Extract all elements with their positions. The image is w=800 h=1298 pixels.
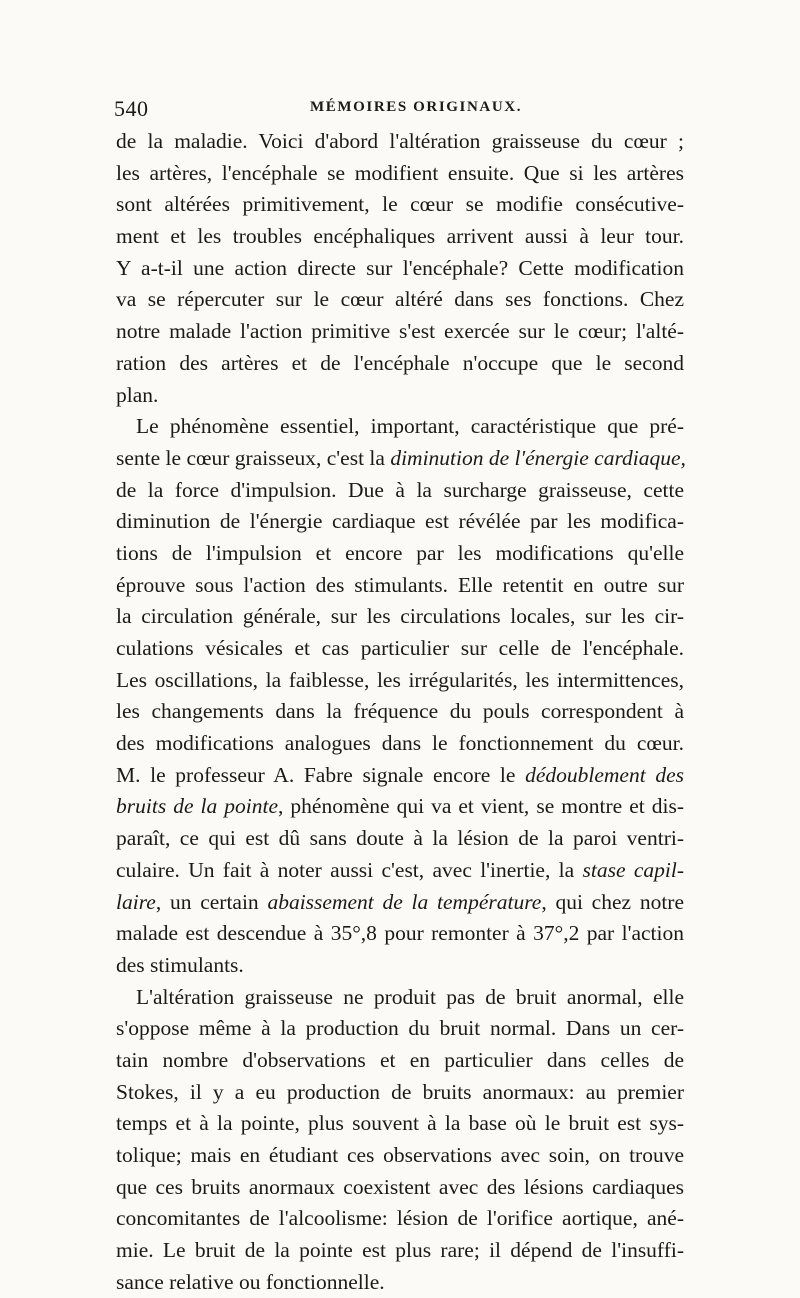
- italic-run: abaissement de la température: [267, 889, 542, 914]
- text-line: [116, 760, 684, 792]
- text-line: va se répercuter sur le cœur altéré dans ses fonctions. Chez: [116, 287, 684, 312]
- italic-run: dédoublement des: [525, 762, 684, 787]
- text-line: Y a-t-il une action directe sur l'encéphale? Cette modification: [116, 255, 684, 280]
- text-line: diminution de l'énergie cardiaque est révélée par les modifica-: [116, 509, 684, 534]
- text-line: s'oppose même à la production du bruit normal. Dans un cer-: [116, 1016, 684, 1041]
- running-title: MÉMOIRES ORIGINAUX.: [310, 99, 523, 115]
- text-line: ment et les troubles encéphaliques arrivent aussi à leur tour.: [116, 224, 684, 249]
- text-line: de la maladie. Voici d'abord l'altération graisseuse du cœur ;: [116, 129, 684, 153]
- text-line: plan.: [116, 382, 159, 407]
- text-line: notre malade l'action primitive s'est exercée sur le cœur; l'alté-: [116, 319, 684, 344]
- text-line: les artères, l'encéphale se modifient ensuite. Que si les artères: [116, 160, 684, 185]
- page-number: 540: [114, 96, 149, 121]
- text-line: les changements dans la fréquence du pouls correspondent à: [116, 699, 684, 724]
- text-line: tions de l'impulsion et encore par les modifications qu'elle: [116, 540, 684, 565]
- text-line: sont altérées primitivement, le cœur se modifie consécutive-: [116, 192, 684, 217]
- text-run: , qui chez notre: [541, 889, 684, 914]
- text-run: , un certain: [155, 889, 268, 914]
- text-line: temps et à la pointe, plus souvent à la base où le bruit est sys-: [116, 1111, 684, 1136]
- text-run: , phénomène qui va et vient, se montre et dis-: [278, 794, 684, 819]
- italic-run: stase capil-: [582, 857, 684, 882]
- text-line: L'altération graisseuse ne produit pas de bruit anormal, elle: [136, 984, 684, 1009]
- text-line: tolique; mais en étudiant ces observations avec soin, on trouve: [116, 1143, 684, 1167]
- text-line: Stokes, il y a eu production de bruits anormaux: au premier: [116, 1079, 684, 1104]
- body-text: [116, 126, 684, 1298]
- italic-run: bruits de la pointe: [116, 794, 279, 819]
- text-line: [116, 443, 684, 475]
- text-line: [116, 887, 684, 919]
- text-line: sance relative ou fonctionnelle.: [116, 1269, 385, 1294]
- text-line: que ces bruits anormaux coexistent avec des lésions cardiaques: [116, 1174, 684, 1199]
- text-line: ration des artères et de l'encéphale n'occupe que le second: [116, 350, 684, 375]
- text-line: la circulation générale, sur les circulations locales, sur les cir-: [116, 604, 684, 629]
- text-run: culaire. Un fait à noter aussi c'est, avec l'inertie, la: [116, 857, 583, 882]
- italic-run: diminution de l'énergie cardiaque,: [390, 445, 686, 470]
- italic-run: laire: [116, 889, 156, 914]
- text-line: [116, 855, 684, 887]
- running-header: [114, 96, 684, 120]
- text-line: Les oscillations, la faiblesse, les irrégularités, les intermittences,: [116, 667, 684, 692]
- text-line: de la force d'impulsion. Due à la surcharge graisseuse, cette: [116, 477, 684, 502]
- text-line: des stimulants.: [116, 952, 244, 977]
- text-line: Le phénomène essentiel, important, caractéristique que pré-: [136, 414, 684, 439]
- text-line: culations vésicales et cas particulier sur celle de l'encéphale.: [116, 636, 684, 660]
- text-line: malade est descendue à 35°,8 pour remonter à 37°,2 par l'action: [116, 921, 684, 946]
- text-line: des modifications analogues dans le fonctionnement du cœur.: [116, 731, 684, 756]
- text-run: M. le professeur A. Fabre signale encore le: [116, 762, 526, 787]
- text-line: [116, 791, 684, 823]
- text-line: mie. Le bruit de la pointe est plus rare; il dépend de l'insuffi-: [116, 1238, 684, 1263]
- text-run: sente le cœur graisseux, c'est la: [116, 445, 391, 470]
- text-line: concomitantes de l'alcoolisme: lésion de l'orifice aortique, ané-: [116, 1206, 684, 1231]
- text-line: tain nombre d'observations et en particulier dans celles de: [116, 1047, 684, 1072]
- text-line: paraît, ce qui est dû sans doute à la lésion de la paroi ventri-: [116, 826, 684, 851]
- text-line: éprouve sous l'action des stimulants. Elle retentit en outre sur: [116, 572, 684, 597]
